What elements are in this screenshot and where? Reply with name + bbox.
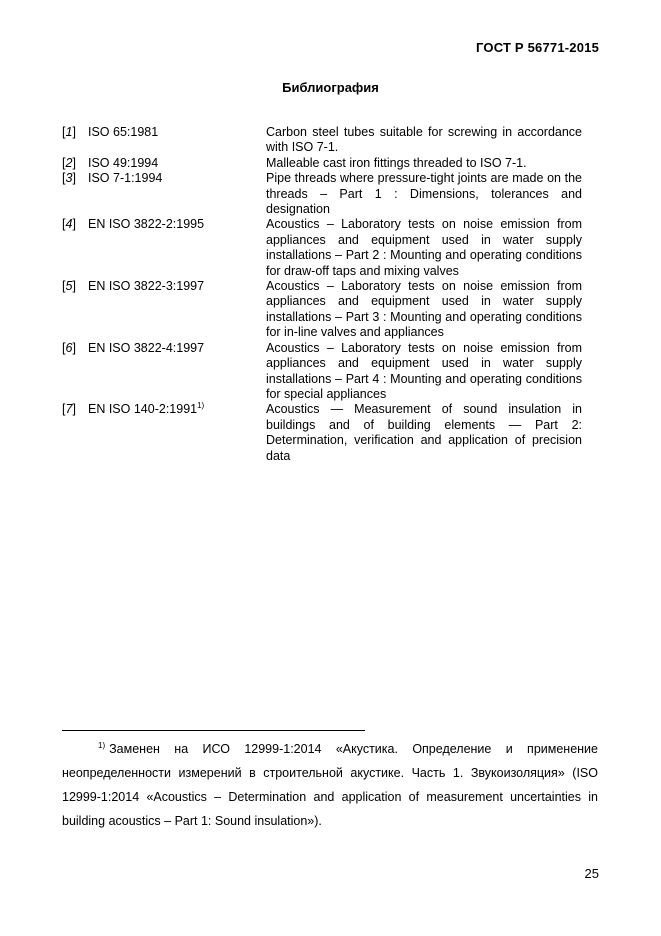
bibliography-entry (62, 279, 582, 341)
footnote-text: Заменен на ИСО 12999-1:2014 «Акустика. Определение и применение неопределенности измерений в строительной акустике. Часть 1. Звукоизоляция» (ISO 12999-1:2014 «Acoustics – Determination and application of measurement uncertainties in building acoustics – Part 1: Sound insulation»). (62, 742, 598, 828)
footnote-divider (62, 730, 365, 731)
bibliography-list (62, 125, 582, 464)
entry-code: EN ISO 140-2:1991$^{1)}$ (88, 401, 205, 417)
entry-description: Pipe threads where pressure-tight joints are made on the threads – Part 1 : Dimensions, tolerances and designation (266, 171, 582, 217)
entry-number: [7] (62, 402, 76, 417)
entry-code: EN ISO 3822-4:1997 (88, 340, 205, 355)
page-number: 25 (584, 866, 599, 881)
entry-description: Carbon steel tubes suitable for screwing in accordance with ISO 7-1. (266, 125, 582, 155)
entry-description: Acoustics – Laboratory tests on noise emission from appliances and equipment used in water supply installations – Part 2 : Mounting and operating conditions for draw-off taps and mixing valves (266, 217, 582, 278)
bibliography-entry (62, 156, 582, 171)
entry-number: [4] (62, 217, 76, 232)
bibliography-entry (62, 125, 582, 156)
footnote-mark: 1) (98, 741, 106, 750)
entry-description: Acoustics – Laboratory tests on noise emission from appliances and equipment used in water supply installations – Part 4 : Mounting and operating conditions for special appliances (266, 340, 582, 401)
entry-code: ISO 65:1981 (88, 125, 159, 139)
entry-number: [2] (62, 155, 76, 170)
bibliography-entry (62, 171, 582, 217)
entry-number: [3] (62, 171, 76, 186)
bibliography-title: Библиография (282, 80, 379, 95)
entry-code: EN ISO 3822-3:1997 (88, 279, 205, 294)
entry-description: Acoustics — Measurement of sound insulation in buildings and of building elements — Part 2: Determination, verification and application of precision data (266, 402, 582, 463)
bibliography-entry (62, 217, 582, 279)
entry-description: Malleable cast iron fittings threaded to ISO 7-1. (266, 155, 527, 170)
bibliography-entry (62, 341, 582, 403)
entry-code: ISO 49:1994 (88, 155, 159, 170)
entry-number: [5] (62, 279, 76, 294)
entry-number: [6] (62, 340, 76, 355)
entry-number: [1] (62, 125, 76, 139)
entry-description: Acoustics – Laboratory tests on noise emission from appliances and equipment used in water supply installations – Part 3 : Mounting and operating conditions for in-line valves and appliances (266, 279, 582, 340)
footnote-reference: 1) (197, 401, 205, 411)
footnote (62, 737, 598, 833)
entry-code: EN ISO 3822-2:1995 (88, 217, 205, 232)
page-header: ГОСТ Р 56771-2015 (475, 40, 599, 55)
bibliography-entry (62, 402, 582, 464)
entry-code: ISO 7-1:1994 (88, 171, 163, 186)
